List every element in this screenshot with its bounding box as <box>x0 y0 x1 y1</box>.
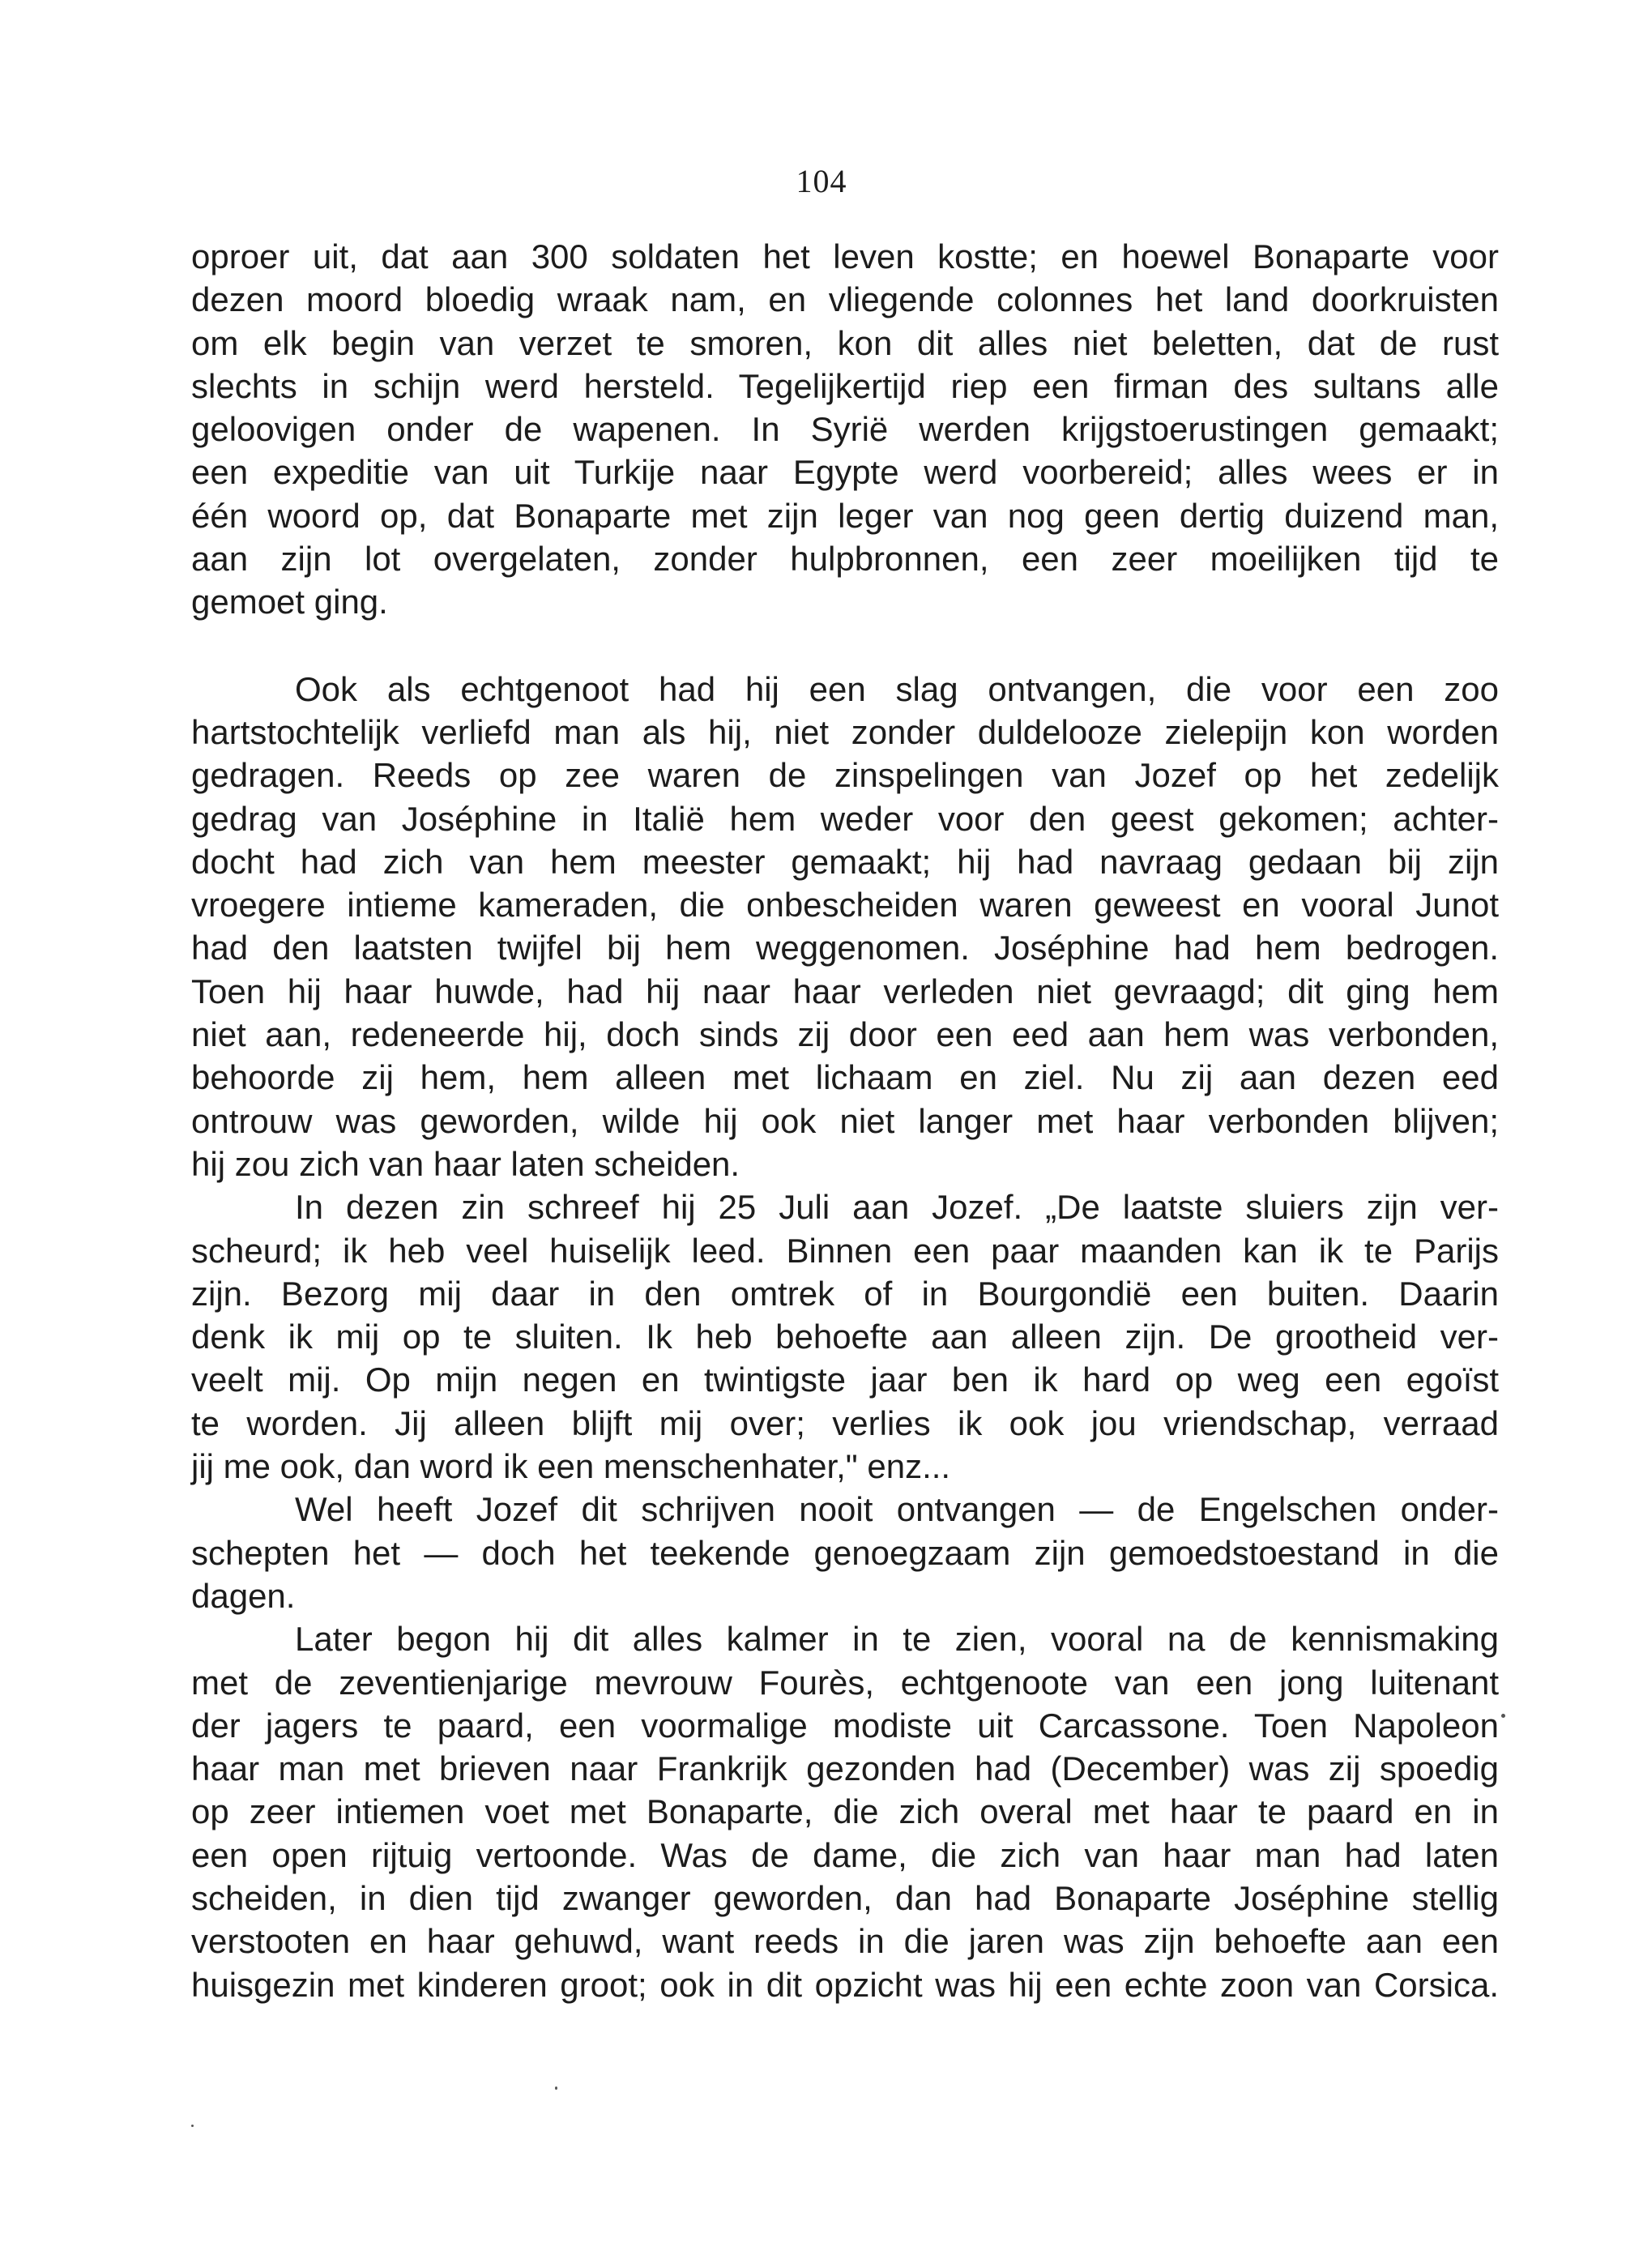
text-line: Toen hij haar huwde, had hij naar haar verleden niet gevraagd; dit ging hem <box>191 972 1499 1010</box>
text-line: Ook als echtgenoot had hij een slag ontvangen, die voor een zoo <box>295 669 1499 708</box>
text-line: vroegere intieme kameraden, die onbescheiden waren geweest en vooral Junot <box>191 886 1499 925</box>
text-line: één woord op, dat Bonaparte met zijn leger van nog geen dertig duizend man, <box>191 496 1499 535</box>
scan-speck <box>555 2086 557 2090</box>
scan-speck <box>191 2125 194 2127</box>
text-line: haar man met brieven naar Frankrijk gezonden had (December) was zij spoedig <box>191 1749 1499 1788</box>
body-text <box>191 235 1499 2006</box>
text-line: verstooten en haar gehuwd, want reeds in die jaren was zijn behoefte aan een <box>191 1922 1499 1961</box>
paragraph <box>191 235 1499 624</box>
text-line: dagen. <box>191 1576 296 1615</box>
text-line: docht had zich van hem meester gemaakt; hij had navraag gedaan bij zijn <box>191 842 1499 881</box>
text-line: In dezen zin schreef hij 25 Juli aan Jozef. „De laatste sluiers zijn ver- <box>295 1188 1499 1227</box>
paragraph <box>191 668 1499 1186</box>
text-line: geloovigen onder de wapenen. In Syrië werden krijgstoerustingen gemaakt; <box>191 410 1499 449</box>
text-line: huisgezin met kinderen groot; ook in dit opzicht was hij een echte zoon van Corsica. <box>191 1965 1499 2004</box>
text-line: niet aan, redeneerde hij, doch sinds zij door een eed aan hem was verbonden, <box>191 1015 1499 1054</box>
text-line: jij me ook, dan word ik een menschenhater," enz... <box>191 1447 951 1486</box>
scan-speck <box>1501 1714 1505 1718</box>
text-line: hij zou zich van haar laten scheiden. <box>191 1144 740 1183</box>
text-line: een expeditie van uit Turkije naar Egypte werd voorbereid; alles wees er in <box>191 453 1499 492</box>
text-line: scheurd; ik heb veel huiselijk leed. Binnen een paar maanden kan ik te Parijs <box>191 1231 1499 1270</box>
text-line: Later begon hij dit alles kalmer in te zien, vooral na de kennismaking <box>295 1620 1499 1659</box>
text-line: te worden. Jij alleen blijft mij over; verlies ik ook jou vriendschap, verraad <box>191 1403 1499 1442</box>
page-number: 104 <box>796 163 847 199</box>
text-line: denk ik mij op te sluiten. Ik heb behoefte aan alleen zijn. De grootheid ver- <box>191 1318 1499 1356</box>
text-line: slechts in schijn werd hersteld. Tegelijkertijd riep een firman des sultans alle <box>191 366 1499 405</box>
text-line: met de zeventienjarige mevrouw Fourès, echtgenoote van een jong luitenant <box>191 1663 1499 1702</box>
text-line: scheiden, in dien tijd zwanger geworden, dan had Bonaparte Joséphine stellig <box>191 1878 1499 1917</box>
paragraph <box>191 1185 1499 1488</box>
text-line: veelt mij. Op mijn negen en twintigste jaar ben ik hard op weg een egoïst <box>191 1360 1499 1399</box>
paragraph <box>191 1488 1499 1617</box>
text-line: op zeer intiemen voet met Bonaparte, die zich overal met haar te paard en in <box>191 1792 1499 1831</box>
text-line: hartstochtelijk verliefd man als hij, niet zonder duldelooze zielepijn kon worden <box>191 712 1499 751</box>
text-line: ontrouw was geworden, wilde hij ook niet langer met haar verbonden blijven; <box>191 1101 1499 1140</box>
paragraph-gap <box>191 624 1499 668</box>
text-line: dezen moord bloedig wraak nam, en vliegende colonnes het land doorkruisten <box>191 280 1499 319</box>
text-line: schepten het — doch het teekende genoegzaam zijn gemoedstoestand in die <box>191 1533 1499 1572</box>
text-line: aan zijn lot overgelaten, zonder hulpbronnen, een zeer moeilijken tijd te <box>191 540 1499 579</box>
text-line: zijn. Bezorg mij daar in den omtrek of in Bourgondië een buiten. Daarin <box>191 1274 1499 1313</box>
text-line: Wel heeft Jozef dit schrijven nooit ontvangen — de Engelschen onder- <box>295 1490 1499 1529</box>
text-line: gedragen. Reeds op zee waren de zinspelingen van Jozef op het zedelijk <box>191 756 1499 795</box>
text-line: gedrag van Joséphine in Italië hem weder voor den geest gekomen; achter- <box>191 799 1499 838</box>
text-line: had den laatsten twijfel bij hem weggenomen. Joséphine had hem bedrogen. <box>191 929 1499 967</box>
text-line: gemoet ging. <box>191 583 388 621</box>
text-line: een open rijtuig vertoonde. Was de dame, die zich van haar man had laten <box>191 1835 1499 1874</box>
text-line: behoorde zij hem, hem alleen met lichaam en ziel. Nu zij aan dezen eed <box>191 1058 1499 1097</box>
text-line: om elk begin van verzet te smoren, kon dit alles niet beletten, dat de rust <box>191 323 1499 362</box>
text-line: der jagers te paard, een voormalige modiste uit Carcassone. Toen Napoleon <box>191 1706 1499 1745</box>
paragraph <box>191 1617 1499 2006</box>
text-line: oproer uit, dat aan 300 soldaten het leven kostte; en hoewel Bonaparte voor <box>191 237 1499 275</box>
